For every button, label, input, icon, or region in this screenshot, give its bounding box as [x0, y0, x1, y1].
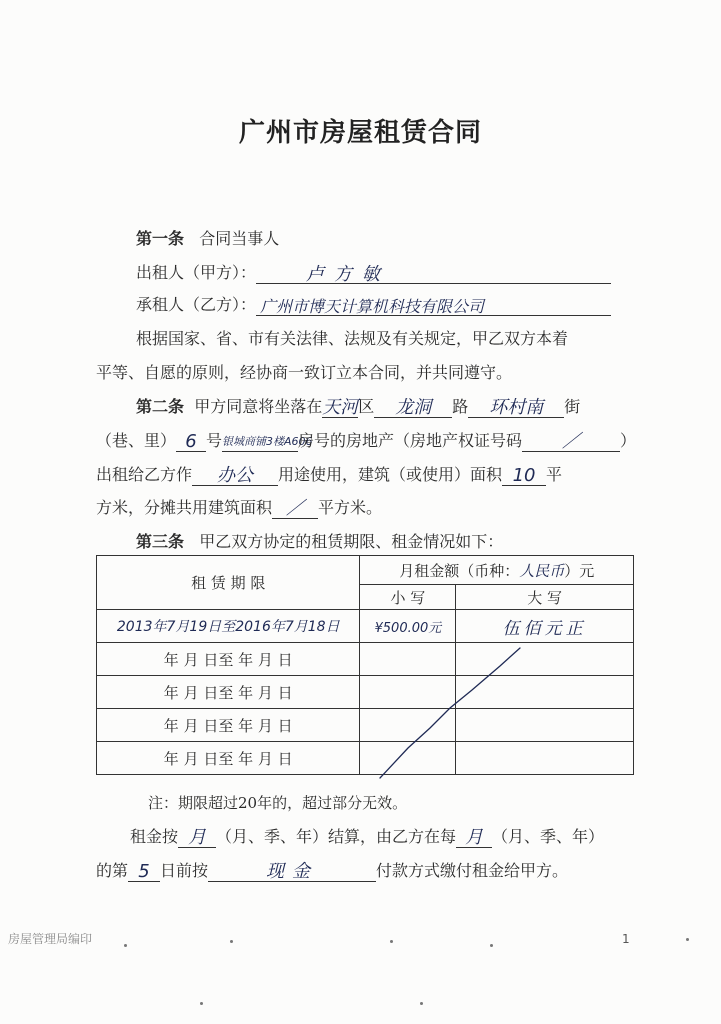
currency-field[interactable]: 人民币	[519, 561, 565, 580]
payment-text: 日前按	[160, 861, 209, 880]
small-amount-cell[interactable]: ¥500.00元	[360, 610, 456, 643]
article2-text: 区	[358, 397, 375, 416]
article2-text: 平方米。	[318, 498, 383, 517]
publisher-footer: 房屋管理局编印	[8, 932, 93, 946]
scan-speck	[230, 940, 233, 943]
big-amount-cell[interactable]: 伍佰元正	[456, 610, 634, 643]
tenant-label: 承租人（乙方）：	[136, 295, 257, 314]
payment-line2	[96, 860, 568, 882]
article3-heading-text: 甲乙双方协定的租赁期限、租金情况如下：	[199, 532, 504, 551]
payment-line1	[130, 826, 604, 848]
period-cell[interactable]: 年 月 日至 年 月 日	[97, 709, 360, 742]
scan-speck	[420, 1002, 423, 1005]
usage-field[interactable]: 办公	[192, 465, 278, 486]
payment-text: 付款方式缴付租金给甲方。	[376, 861, 569, 880]
col-header-rent-suffix: ）元	[564, 561, 595, 580]
article2-text: ）	[620, 431, 637, 450]
article1-heading-text: 合同当事人	[199, 229, 280, 248]
payment-text: 租金按	[130, 827, 179, 846]
article2-text: （巷、里）	[96, 431, 177, 450]
article1-para-line1: 根据国家、省、市有关法律、法规及有关规定，甲乙双方本着	[136, 329, 569, 348]
payment-text: （月、季、年）结算，由乙方在每	[216, 827, 457, 846]
col-header-rent-prefix: 月租金额（币种：	[399, 561, 520, 580]
scan-speck	[490, 944, 493, 947]
scan-speck	[390, 940, 393, 943]
number-field[interactable]: 6	[176, 431, 206, 452]
col-header-small: 小 写	[360, 585, 456, 610]
page-number: 1	[622, 932, 630, 946]
article2-heading: 第二条	[136, 397, 185, 416]
article1-heading: 第一条	[136, 229, 185, 248]
road-field[interactable]: 龙洞	[374, 397, 452, 418]
pay-cycle-field[interactable]: 月	[178, 827, 216, 848]
room-field[interactable]: 银城商铺3楼A606	[222, 431, 298, 452]
payment-text: （月、季、年）	[492, 827, 605, 846]
article2-text: 街	[564, 397, 581, 416]
article2-text: 路	[452, 397, 469, 416]
pay-method-field[interactable]: 现金	[208, 861, 376, 882]
article2-text: 平	[546, 465, 563, 484]
scan-speck	[200, 1002, 203, 1005]
article2-text: 房号的房地产（房地产权证号码	[298, 431, 523, 450]
article2-text: 号	[206, 431, 223, 450]
landlord-label: 出租人（甲方）：	[136, 263, 257, 282]
period-cell[interactable]: 年 月 日至 年 月 日	[97, 643, 360, 676]
scan-speck	[686, 938, 689, 941]
scan-speck	[124, 944, 127, 947]
col-header-period: 租 赁 期 限	[97, 556, 360, 610]
pay-each-field[interactable]: 月	[456, 827, 492, 848]
period-cell[interactable]: 2013年7月19日至2016年7月18日	[97, 610, 360, 643]
page-title: 广州市房屋租赁合同	[238, 118, 482, 148]
area-field[interactable]: 10	[502, 465, 546, 486]
col-header-big: 大 写	[456, 585, 634, 610]
street-field[interactable]: 环村南	[468, 397, 564, 418]
tenant-field[interactable]: 广州市博天计算机科技有限公司	[256, 296, 611, 316]
shared-area-field[interactable]: ／	[272, 498, 318, 519]
district-field[interactable]: 天河	[322, 397, 359, 418]
article1-para-line2: 平等、自愿的原则，经协商一致订立本合同，并共同遵守。	[96, 363, 513, 382]
landlord-field[interactable]: 卢方敏	[256, 264, 611, 284]
term-note: 注：期限超过20年的，超过部分无效。	[148, 794, 408, 812]
article2-text: 用途使用，建筑（或使用）面积	[278, 465, 503, 484]
pay-day-field[interactable]: 5	[128, 861, 160, 882]
period-cell[interactable]: 年 月 日至 年 月 日	[97, 676, 360, 709]
article3-heading: 第三条	[136, 532, 185, 551]
article2-text: 出租给乙方作	[96, 465, 193, 484]
payment-text: 的第	[96, 861, 129, 880]
period-cell[interactable]: 年 月 日至 年 月 日	[97, 742, 360, 775]
article2-text: 甲方同意将坐落在	[194, 397, 323, 416]
article2-text: 方米，分摊共用建筑面积	[96, 498, 273, 517]
cert-field[interactable]: ／	[522, 431, 620, 452]
